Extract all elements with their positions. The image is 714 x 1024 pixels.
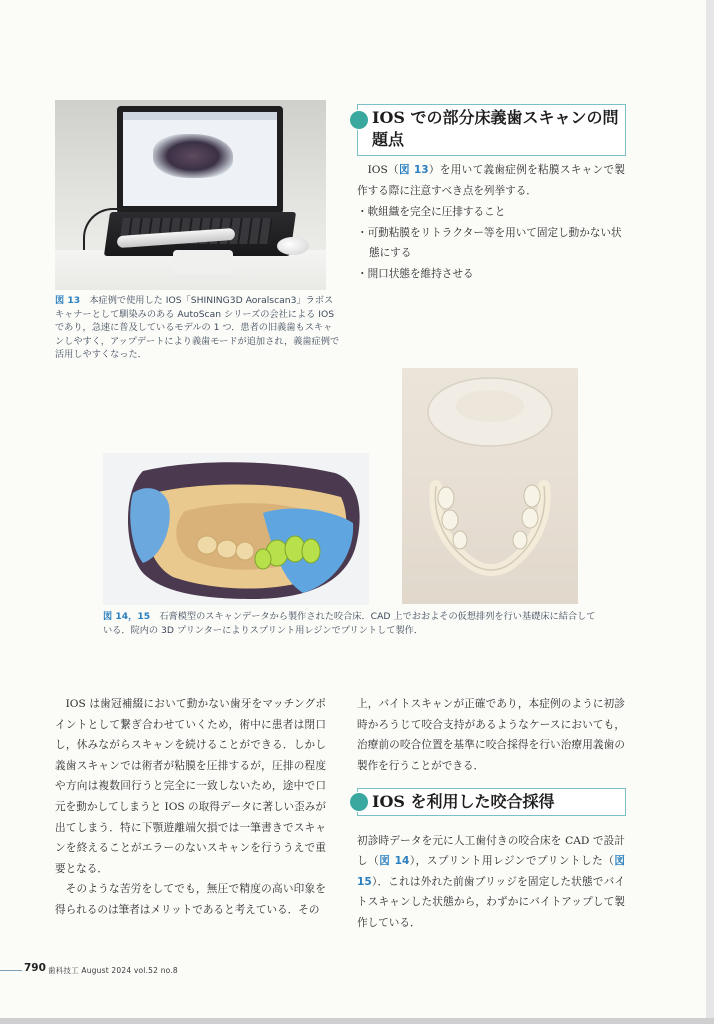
list-item: ・軟組織を完全に圧排すること xyxy=(357,206,506,218)
text-segment: ）．これは外れた前歯ブリッジを固定した状態でバイトスキャンした状態から，わずかにバイトアップして製作している． xyxy=(357,875,625,929)
caution-list xyxy=(357,202,625,284)
figure-ref-14: 図 14 xyxy=(379,855,410,868)
computer-mouse xyxy=(277,237,309,255)
section-heading-bite-registration xyxy=(357,788,626,816)
right-column-bottom xyxy=(357,820,625,944)
section1-intro xyxy=(357,160,625,201)
paragraph: IOS は歯冠補綴において動かない歯牙をマッチングポイントとして繋ぎ合わせていくため，術中に患者は閉口し，休みながらスキャンを続けることができる．しかし義歯スキャンでは術者が粘膜を圧排するが，圧排の程度や方向は複数回行うと完全に一致しないため，途中で口元を動かしてしまうと IOS の取得データに著しい歪みが出てしまう．特に下顎遊離端欠損では一筆書きでスキャンを終えることがエラーのないスキャンを行ううえで重要となる． xyxy=(55,698,326,875)
paragraph: そのような苦労をしてでも，無圧で精度の高い印象を得られるのは筆者はメリットであると考えている．その xyxy=(55,883,326,916)
figure-13-photo xyxy=(55,100,326,290)
scan-edge-bottom xyxy=(0,1018,714,1024)
scan-preview xyxy=(153,134,233,178)
figure-15-photo xyxy=(402,368,578,604)
figure-ref-15: 図 15 xyxy=(357,855,626,888)
intro-text-a: IOS（ xyxy=(367,164,399,176)
section-heading-text: IOS を利用した咬合採得 xyxy=(372,792,555,811)
section-heading-text: IOS での部分床義歯スキャンの問題点 xyxy=(372,108,619,149)
list-item: ・開口状態を維持させる xyxy=(357,267,474,280)
section-heading-partial-denture-scan xyxy=(357,104,626,156)
intro-text-b: ）を用いて義歯症例を粘膜スキャンで製作する際に注意すべき点を列挙する． xyxy=(357,164,625,197)
scanner-cradle xyxy=(173,250,233,274)
right-column-top xyxy=(357,694,625,776)
heading-bullet-icon xyxy=(349,792,369,812)
left-column xyxy=(55,694,326,921)
paragraph xyxy=(357,831,625,934)
list-item: ・可動粘膜をリトラクター等を用いて固定し動かない状態にする xyxy=(357,226,622,260)
laptop-screen xyxy=(123,112,277,206)
figure-13-label: 図 13 xyxy=(55,295,81,306)
heading-bullet-icon xyxy=(349,110,369,130)
page-footer xyxy=(0,962,300,976)
figure-14-15-caption-text: 石膏模型のスキャンデータから製作された咬合床．CAD 上でおおよその仮想排列を行い基礎床に結合している．院内の 3D プリンターによりスプリント用レジンでプリントして製作． xyxy=(103,611,596,636)
footer-rule xyxy=(0,970,22,971)
figure-14-15-label: 図 14，15 xyxy=(103,611,151,622)
figure-ref-13: 図 13 xyxy=(398,164,429,176)
software-toolbar xyxy=(123,112,277,120)
figure-13-caption-text: 本症例で使用した IOS「SHINING3D Aoralscan3」ラボスキャナーとして馴染みのある AutoScan シリーズの会社による IOS であり，急速に普及しているモデルの 1 つ．患者の旧義歯もスキャンしやすく，アップデートにより義歯モードが追加され，義歯症例で活用しやすくなった． xyxy=(55,295,340,361)
paragraph: 上，バイトスキャンが正確であり，本症例のように初診時かろうじて咬合支持があるようなケースにおいても，治療前の咬合位置を基準に咬合採得を行い治療用義歯の製作を行うことができる． xyxy=(357,698,625,772)
figure-14-scan-data xyxy=(103,453,369,605)
cad-bite-rim-graphic xyxy=(103,453,369,605)
text-segment: 初診時データを元に人工歯付きの咬合床を CAD で設計し（ xyxy=(357,834,625,868)
text-segment: ），スプリント用レジンでプリントした（ xyxy=(409,855,615,868)
page-number: 790 xyxy=(24,962,46,974)
scan-edge-right xyxy=(706,0,714,1024)
figure-14-15-caption xyxy=(103,610,603,638)
figure-13-caption xyxy=(55,294,340,362)
magazine-info: 歯科技工 August 2024 vol.52 no.8 xyxy=(48,966,178,975)
printed-bite-rim-graphic xyxy=(402,368,578,604)
